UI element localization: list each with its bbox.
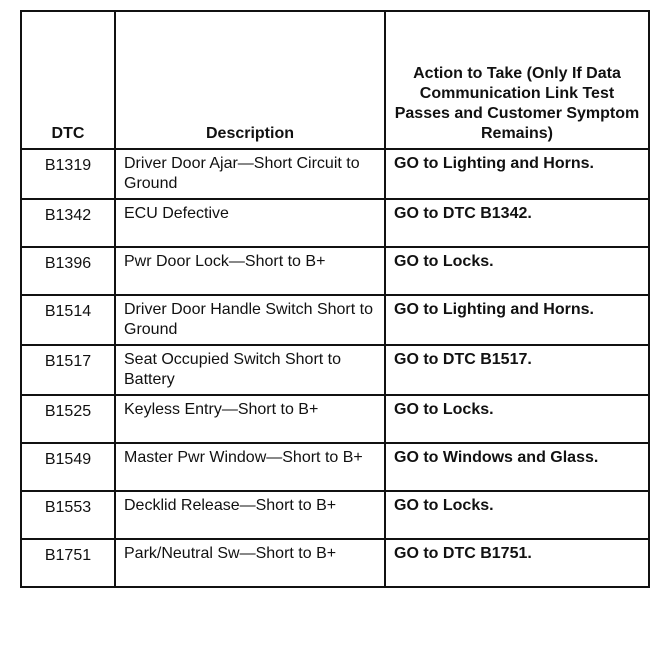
- dtc-code: B1549: [21, 443, 115, 491]
- dtc-action: GO to Locks.: [385, 491, 649, 539]
- dtc-description: Driver Door Handle Switch Short to Ground: [115, 295, 385, 345]
- dtc-description: Master Pwr Window—Short to B+: [115, 443, 385, 491]
- dtc-description: Park/Neutral Sw—Short to B+: [115, 539, 385, 587]
- table-row: [21, 443, 649, 491]
- dtc-description: Pwr Door Lock—Short to B+: [115, 247, 385, 295]
- dtc-action: GO to DTC B1517.: [385, 345, 649, 395]
- table-row: [21, 149, 649, 199]
- dtc-code: B1525: [21, 395, 115, 443]
- header-dtc: DTC: [21, 11, 115, 149]
- dtc-description: Keyless Entry—Short to B+: [115, 395, 385, 443]
- table-row: [21, 395, 649, 443]
- dtc-action: GO to Locks.: [385, 247, 649, 295]
- dtc-description: ECU Defective: [115, 199, 385, 247]
- dtc-action: GO to Lighting and Horns.: [385, 149, 649, 199]
- header-action: Action to Take (Only If Data Communication Link Test Passes and Customer Symptom Remains): [385, 11, 649, 149]
- dtc-description: Decklid Release—Short to B+: [115, 491, 385, 539]
- dtc-code: B1396: [21, 247, 115, 295]
- table-row: [21, 295, 649, 345]
- dtc-action: GO to Windows and Glass.: [385, 443, 649, 491]
- table-row: [21, 345, 649, 395]
- dtc-table: [20, 10, 650, 588]
- dtc-description: Driver Door Ajar—Short Circuit to Ground: [115, 149, 385, 199]
- table-row: [21, 491, 649, 539]
- dtc-action: GO to Lighting and Horns.: [385, 295, 649, 345]
- table-row: [21, 247, 649, 295]
- dtc-code: B1517: [21, 345, 115, 395]
- dtc-action: GO to DTC B1342.: [385, 199, 649, 247]
- table-row: [21, 199, 649, 247]
- dtc-code: B1751: [21, 539, 115, 587]
- header-description: Description: [115, 11, 385, 149]
- dtc-description: Seat Occupied Switch Short to Battery: [115, 345, 385, 395]
- dtc-action: GO to Locks.: [385, 395, 649, 443]
- dtc-code: B1553: [21, 491, 115, 539]
- dtc-action: GO to DTC B1751.: [385, 539, 649, 587]
- dtc-code: B1342: [21, 199, 115, 247]
- table-row: [21, 539, 649, 587]
- dtc-code: B1514: [21, 295, 115, 345]
- dtc-code: B1319: [21, 149, 115, 199]
- table-header-row: [21, 11, 649, 149]
